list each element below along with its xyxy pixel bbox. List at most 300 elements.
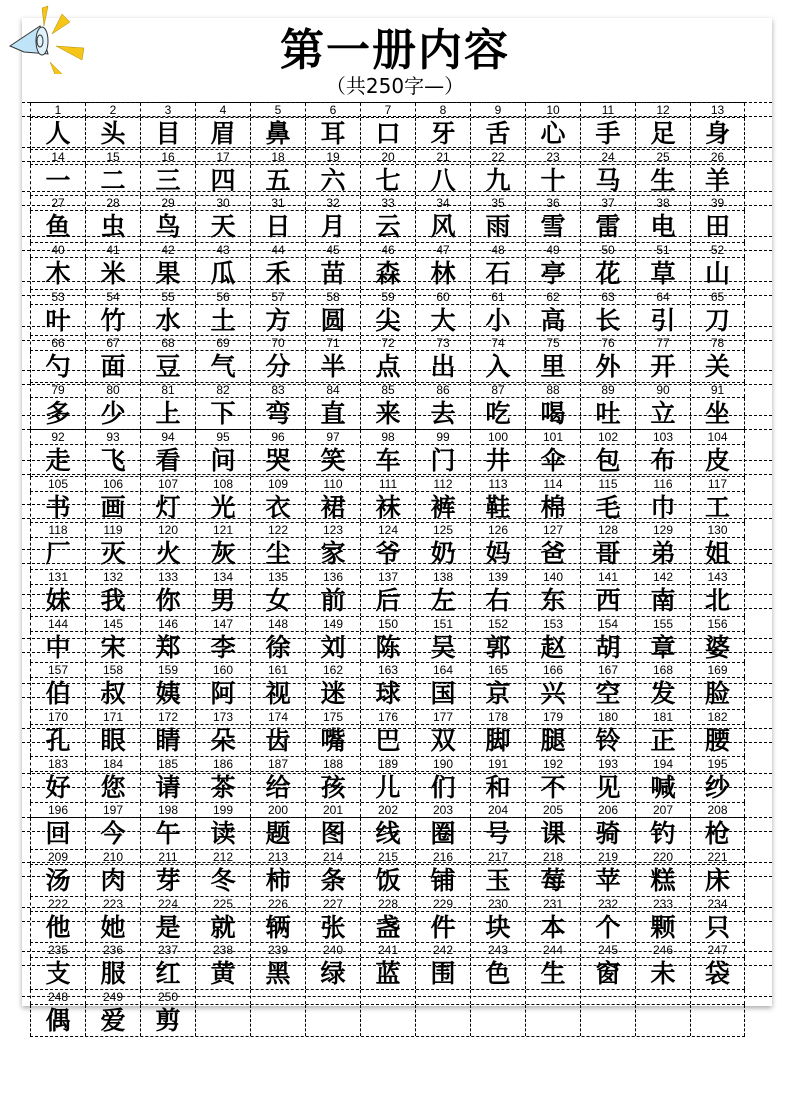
character-cell: 瓜 [195, 258, 250, 289]
char-number: 92 [30, 430, 85, 444]
number-row [30, 756, 745, 771]
number-row [30, 476, 745, 491]
character-cell: 果 [140, 258, 195, 289]
character-cell: 弟 [635, 538, 690, 569]
number-row [30, 335, 745, 350]
char-number: 63 [580, 290, 635, 304]
character-row [30, 397, 745, 429]
character-cell: 块 [470, 912, 525, 943]
character-cell: 题 [250, 818, 305, 849]
empty-cell [470, 1005, 525, 1036]
character-cell: 喝 [525, 398, 580, 429]
char-number: 60 [415, 290, 470, 304]
empty-cell [250, 990, 305, 1004]
character-cell: 虫 [85, 211, 140, 242]
character-row [30, 257, 745, 289]
character-cell: 灯 [140, 492, 195, 523]
char-number: 247 [690, 943, 745, 957]
char-number: 246 [635, 943, 690, 957]
char-number: 248 [30, 990, 85, 1004]
char-number: 118 [30, 523, 85, 537]
character-cell: 脸 [690, 678, 745, 709]
char-number: 161 [250, 663, 305, 677]
char-number: 202 [360, 803, 415, 817]
char-number: 54 [85, 290, 140, 304]
char-number: 217 [470, 850, 525, 864]
character-cell: 画 [85, 492, 140, 523]
character-cell: 衣 [250, 492, 305, 523]
char-number: 181 [635, 710, 690, 724]
character-cell: 叶 [30, 305, 85, 336]
char-number: 189 [360, 757, 415, 771]
character-cell: 条 [305, 865, 360, 896]
character-cell: 纱 [690, 772, 745, 803]
character-cell: 黑 [250, 958, 305, 989]
char-number: 129 [635, 523, 690, 537]
char-number: 71 [305, 336, 360, 350]
char-number: 41 [85, 243, 140, 257]
char-number: 147 [195, 617, 250, 631]
char-number: 175 [305, 710, 360, 724]
empty-cell [415, 990, 470, 1004]
empty-cell [690, 990, 745, 1004]
char-number: 179 [525, 710, 580, 724]
character-row [30, 350, 745, 382]
character-cell: 豆 [140, 351, 195, 382]
character-cell: 妈 [470, 538, 525, 569]
char-number: 49 [525, 243, 580, 257]
character-cell: 北 [690, 585, 745, 616]
char-number: 140 [525, 570, 580, 584]
character-cell: 森 [360, 258, 415, 289]
character-cell: 巴 [360, 725, 415, 756]
char-number: 78 [690, 336, 745, 350]
character-cell: 口 [360, 118, 415, 149]
character-cell: 京 [470, 678, 525, 709]
char-number: 211 [140, 850, 195, 864]
char-number: 240 [305, 943, 360, 957]
character-cell: 汤 [30, 865, 85, 896]
char-number: 3 [140, 103, 195, 117]
character-cell: 妹 [30, 585, 85, 616]
character-cell: 玉 [470, 865, 525, 896]
character-cell: 章 [635, 632, 690, 663]
empty-cell [250, 1005, 305, 1036]
char-number: 91 [690, 383, 745, 397]
char-number: 16 [140, 150, 195, 164]
character-cell: 山 [690, 258, 745, 289]
character-cell: 叔 [85, 678, 140, 709]
character-row [30, 537, 745, 569]
char-number: 18 [250, 150, 305, 164]
character-cell: 日 [250, 211, 305, 242]
char-number: 84 [305, 383, 360, 397]
char-number: 156 [690, 617, 745, 631]
char-number: 40 [30, 243, 85, 257]
char-number: 149 [305, 617, 360, 631]
char-number: 143 [690, 570, 745, 584]
character-cell: 绿 [305, 958, 360, 989]
char-number: 188 [305, 757, 360, 771]
character-cell: 大 [415, 305, 470, 336]
char-number: 162 [305, 663, 360, 677]
character-cell: 张 [305, 912, 360, 943]
char-number: 100 [470, 430, 525, 444]
character-cell: 圈 [415, 818, 470, 849]
char-number: 59 [360, 290, 415, 304]
char-number: 191 [470, 757, 525, 771]
character-cell: 球 [360, 678, 415, 709]
character-row [30, 911, 745, 943]
character-cell: 羊 [690, 165, 745, 196]
char-number: 86 [415, 383, 470, 397]
char-number: 66 [30, 336, 85, 350]
char-number: 72 [360, 336, 415, 350]
character-row [30, 584, 745, 616]
character-cell: 上 [140, 398, 195, 429]
char-number: 207 [635, 803, 690, 817]
empty-cell [195, 1005, 250, 1036]
char-number: 142 [635, 570, 690, 584]
character-cell: 柿 [250, 865, 305, 896]
character-cell: 号 [470, 818, 525, 849]
character-cell: 请 [140, 772, 195, 803]
character-cell: 莓 [525, 865, 580, 896]
character-cell: 面 [85, 351, 140, 382]
character-cell: 宋 [85, 632, 140, 663]
character-row [30, 631, 745, 663]
char-number: 111 [360, 477, 415, 491]
char-number: 158 [85, 663, 140, 677]
number-row [30, 102, 745, 117]
char-number: 25 [635, 150, 690, 164]
char-number: 224 [140, 897, 195, 911]
character-cell: 左 [415, 585, 470, 616]
character-cell: 空 [580, 678, 635, 709]
char-number: 23 [525, 150, 580, 164]
char-number: 112 [415, 477, 470, 491]
character-cell: 点 [360, 351, 415, 382]
char-number: 163 [360, 663, 415, 677]
char-number: 75 [525, 336, 580, 350]
character-row [30, 677, 745, 709]
character-grid [30, 102, 745, 1037]
character-cell: 耳 [305, 118, 360, 149]
character-cell: 电 [635, 211, 690, 242]
char-number: 65 [690, 290, 745, 304]
character-cell: 木 [30, 258, 85, 289]
character-cell: 方 [250, 305, 305, 336]
character-cell: 刘 [305, 632, 360, 663]
character-cell: 茶 [195, 772, 250, 803]
character-cell: 睛 [140, 725, 195, 756]
character-cell: 爱 [85, 1005, 140, 1036]
character-cell: 关 [690, 351, 745, 382]
character-row [30, 1004, 745, 1036]
character-cell: 右 [470, 585, 525, 616]
character-cell: 车 [360, 445, 415, 476]
char-number: 225 [195, 897, 250, 911]
char-number: 244 [525, 943, 580, 957]
character-cell: 勺 [30, 351, 85, 382]
char-number: 135 [250, 570, 305, 584]
character-cell: 光 [195, 492, 250, 523]
char-number: 213 [250, 850, 305, 864]
character-cell: 刀 [690, 305, 745, 336]
char-number: 139 [470, 570, 525, 584]
char-number: 165 [470, 663, 525, 677]
character-cell: 草 [635, 258, 690, 289]
char-number: 226 [250, 897, 305, 911]
character-cell: 灭 [85, 538, 140, 569]
char-number: 87 [470, 383, 525, 397]
character-cell: 手 [580, 118, 635, 149]
character-cell: 田 [690, 211, 745, 242]
char-number: 238 [195, 943, 250, 957]
char-number: 185 [140, 757, 195, 771]
page-title: 第一册内容 [280, 25, 510, 76]
char-number: 116 [635, 477, 690, 491]
character-cell: 裙 [305, 492, 360, 523]
char-number: 48 [470, 243, 525, 257]
char-number: 80 [85, 383, 140, 397]
character-cell: 袋 [690, 958, 745, 989]
empty-cell [305, 990, 360, 1004]
char-number: 230 [470, 897, 525, 911]
character-cell: 午 [140, 818, 195, 849]
character-cell: 生 [525, 958, 580, 989]
character-cell: 他 [30, 912, 85, 943]
char-number: 125 [415, 523, 470, 537]
character-cell: 黄 [195, 958, 250, 989]
char-number: 10 [525, 103, 580, 117]
character-cell: 雨 [470, 211, 525, 242]
character-cell: 齿 [250, 725, 305, 756]
character-cell: 出 [415, 351, 470, 382]
page-subtitle: （共250字—） [325, 74, 465, 98]
char-number: 6 [305, 103, 360, 117]
character-cell: 发 [635, 678, 690, 709]
char-number: 134 [195, 570, 250, 584]
character-cell: 剪 [140, 1005, 195, 1036]
character-cell: 人 [30, 118, 85, 149]
char-number: 204 [470, 803, 525, 817]
character-cell: 围 [415, 958, 470, 989]
char-number: 14 [30, 150, 85, 164]
character-cell: 圆 [305, 305, 360, 336]
character-cell: 问 [195, 445, 250, 476]
char-number: 219 [580, 850, 635, 864]
character-cell: 南 [635, 585, 690, 616]
char-number: 2 [85, 103, 140, 117]
character-cell: 天 [195, 211, 250, 242]
char-number: 26 [690, 150, 745, 164]
character-cell: 二 [85, 165, 140, 196]
empty-cell [360, 990, 415, 1004]
char-number: 130 [690, 523, 745, 537]
char-number: 42 [140, 243, 195, 257]
character-cell: 女 [250, 585, 305, 616]
character-cell: 枪 [690, 818, 745, 849]
char-number: 210 [85, 850, 140, 864]
char-number: 221 [690, 850, 745, 864]
char-number: 223 [85, 897, 140, 911]
char-number: 194 [635, 757, 690, 771]
char-number: 127 [525, 523, 580, 537]
character-cell: 徐 [250, 632, 305, 663]
character-cell: 中 [30, 632, 85, 663]
char-number: 182 [690, 710, 745, 724]
char-number: 104 [690, 430, 745, 444]
character-cell: 喊 [635, 772, 690, 803]
char-number: 17 [195, 150, 250, 164]
character-cell: 糕 [635, 865, 690, 896]
character-cell: 姐 [690, 538, 745, 569]
character-cell: 袜 [360, 492, 415, 523]
char-number: 187 [250, 757, 305, 771]
char-number: 199 [195, 803, 250, 817]
character-cell: 下 [195, 398, 250, 429]
char-number: 29 [140, 196, 195, 210]
empty-cell [690, 1005, 745, 1036]
empty-cell [580, 990, 635, 1004]
char-number: 144 [30, 617, 85, 631]
char-number: 155 [635, 617, 690, 631]
char-number: 81 [140, 383, 195, 397]
char-number: 101 [525, 430, 580, 444]
character-cell: 线 [360, 818, 415, 849]
character-cell: 目 [140, 118, 195, 149]
char-number: 128 [580, 523, 635, 537]
empty-cell [580, 1005, 635, 1036]
character-cell: 您 [85, 772, 140, 803]
char-number: 184 [85, 757, 140, 771]
char-number: 79 [30, 383, 85, 397]
character-cell: 鞋 [470, 492, 525, 523]
char-number: 9 [470, 103, 525, 117]
character-cell: 个 [580, 912, 635, 943]
character-cell: 铃 [580, 725, 635, 756]
char-number: 98 [360, 430, 415, 444]
char-number: 126 [470, 523, 525, 537]
character-cell: 图 [305, 818, 360, 849]
char-number: 192 [525, 757, 580, 771]
char-number: 45 [305, 243, 360, 257]
character-cell: 色 [470, 958, 525, 989]
char-number: 32 [305, 196, 360, 210]
char-number: 27 [30, 196, 85, 210]
char-number: 1 [30, 103, 85, 117]
character-cell: 铺 [415, 865, 470, 896]
character-cell: 爷 [360, 538, 415, 569]
character-cell: 哭 [250, 445, 305, 476]
character-cell: 冬 [195, 865, 250, 896]
char-number: 200 [250, 803, 305, 817]
character-cell: 火 [140, 538, 195, 569]
number-row [30, 849, 745, 864]
char-number: 227 [305, 897, 360, 911]
char-number: 8 [415, 103, 470, 117]
character-cell: 视 [250, 678, 305, 709]
char-number: 33 [360, 196, 415, 210]
character-cell: 皮 [690, 445, 745, 476]
character-cell: 腿 [525, 725, 580, 756]
character-cell: 孔 [30, 725, 85, 756]
char-number: 154 [580, 617, 635, 631]
char-number: 46 [360, 243, 415, 257]
number-row [30, 195, 745, 210]
character-cell: 蓝 [360, 958, 415, 989]
character-cell: 本 [525, 912, 580, 943]
character-cell: 偶 [30, 1005, 85, 1036]
char-number: 245 [580, 943, 635, 957]
char-number: 119 [85, 523, 140, 537]
character-cell: 厂 [30, 538, 85, 569]
char-number: 70 [250, 336, 305, 350]
character-cell: 足 [635, 118, 690, 149]
char-number: 124 [360, 523, 415, 537]
char-number: 196 [30, 803, 85, 817]
character-cell: 只 [690, 912, 745, 943]
character-cell: 伯 [30, 678, 85, 709]
character-cell: 服 [85, 958, 140, 989]
char-number: 19 [305, 150, 360, 164]
char-number: 190 [415, 757, 470, 771]
character-cell: 小 [470, 305, 525, 336]
character-cell: 七 [360, 165, 415, 196]
character-cell: 分 [250, 351, 305, 382]
char-number: 108 [195, 477, 250, 491]
character-cell: 云 [360, 211, 415, 242]
character-cell: 前 [305, 585, 360, 616]
character-cell: 芽 [140, 865, 195, 896]
character-cell: 巾 [635, 492, 690, 523]
char-number: 34 [415, 196, 470, 210]
char-number: 88 [525, 383, 580, 397]
char-number: 133 [140, 570, 195, 584]
char-number: 113 [470, 477, 525, 491]
character-cell: 鱼 [30, 211, 85, 242]
character-cell: 未 [635, 958, 690, 989]
empty-cell [415, 1005, 470, 1036]
char-number: 107 [140, 477, 195, 491]
char-number: 77 [635, 336, 690, 350]
char-number: 109 [250, 477, 305, 491]
character-row [30, 724, 745, 756]
char-number: 220 [635, 850, 690, 864]
char-number: 64 [635, 290, 690, 304]
character-cell: 苹 [580, 865, 635, 896]
char-number: 231 [525, 897, 580, 911]
char-number: 136 [305, 570, 360, 584]
character-cell: 哥 [580, 538, 635, 569]
char-number: 160 [195, 663, 250, 677]
char-number: 173 [195, 710, 250, 724]
character-cell: 是 [140, 912, 195, 943]
char-number: 61 [470, 290, 525, 304]
number-row [30, 896, 745, 911]
character-cell: 走 [30, 445, 85, 476]
character-cell: 飞 [85, 445, 140, 476]
char-number: 13 [690, 103, 745, 117]
char-number: 235 [30, 943, 85, 957]
number-row [30, 569, 745, 584]
char-number: 250 [140, 990, 195, 1004]
number-row [30, 149, 745, 164]
character-cell: 棉 [525, 492, 580, 523]
char-number: 242 [415, 943, 470, 957]
character-cell: 钓 [635, 818, 690, 849]
